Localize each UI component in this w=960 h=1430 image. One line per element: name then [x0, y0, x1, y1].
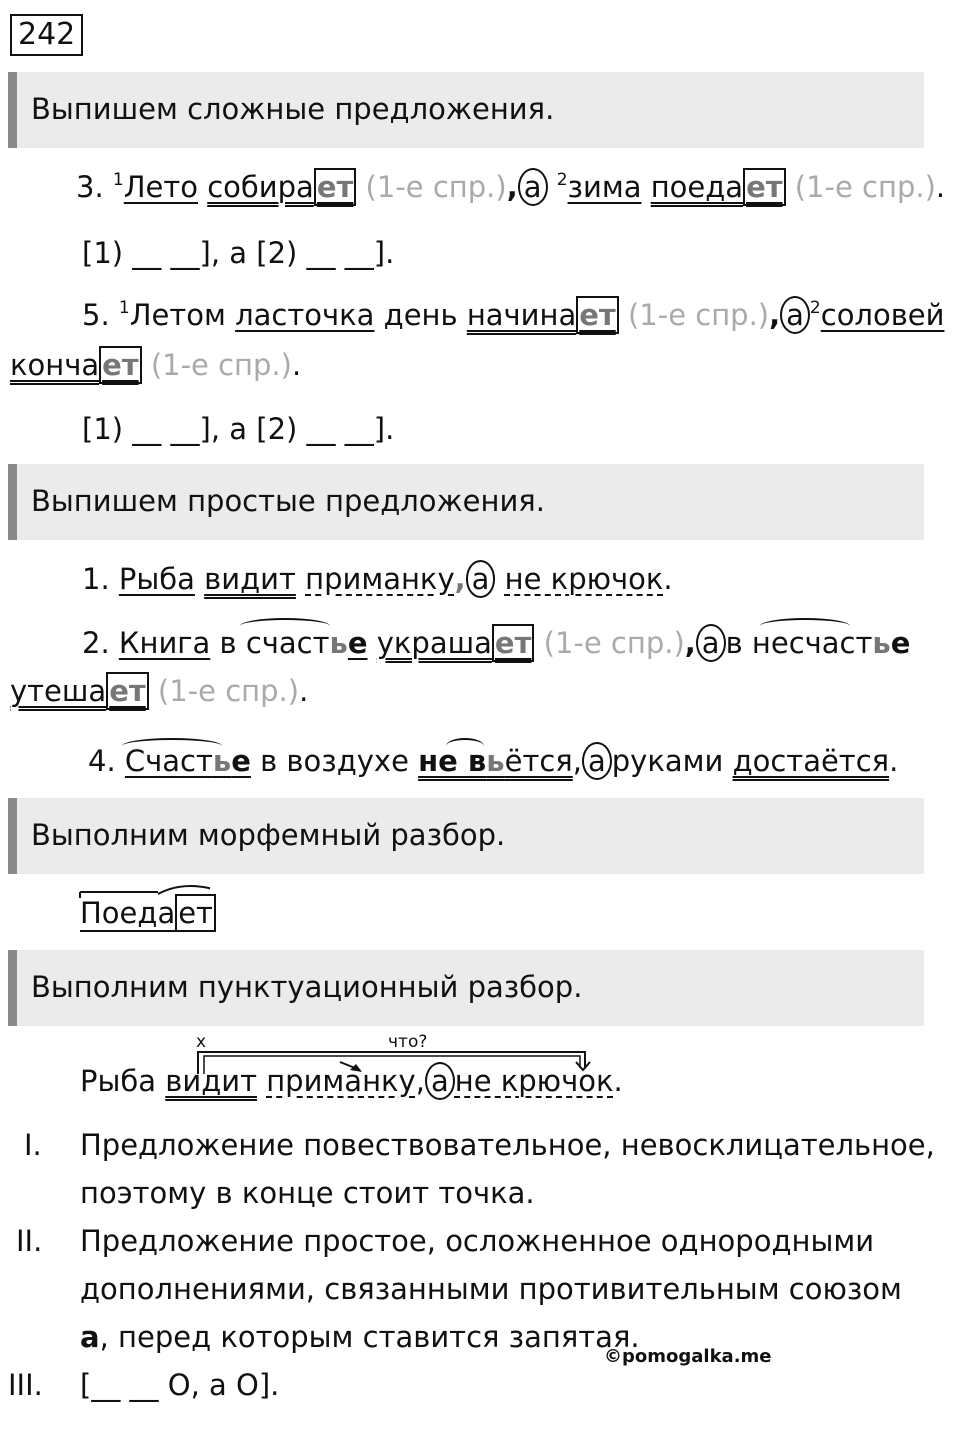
- section-title: Выпишем сложные предложения.: [31, 92, 555, 126]
- period: .: [663, 562, 673, 596]
- complex-sentence-5-line2: [10, 348, 301, 382]
- ending-box: ет: [99, 346, 141, 384]
- period: .: [613, 1064, 623, 1098]
- word: в воздухе: [260, 744, 409, 778]
- predicate: видит: [165, 1064, 257, 1098]
- period: .: [299, 674, 309, 708]
- comma: ,: [769, 298, 781, 332]
- item-text: дополнениями, связанными противительным союзом: [80, 1272, 902, 1306]
- conjugation-note: (1-е спр.): [365, 170, 507, 204]
- comma: ,: [415, 1064, 425, 1098]
- label-question: что?: [388, 1032, 428, 1052]
- object: не крючок: [454, 1064, 614, 1098]
- word: день: [383, 298, 458, 332]
- conjunction-circled: а: [582, 742, 612, 780]
- conjunction-circled: а: [518, 168, 548, 206]
- subject: Счастье: [124, 744, 251, 778]
- scheme-5: [1) __ __], а [2) __ __].: [82, 412, 395, 446]
- conjunction-circled: а: [466, 560, 496, 598]
- clause-index: 1: [112, 170, 124, 190]
- section-title: Выполним пунктуационный разбор.: [31, 970, 583, 1004]
- predicate: начина ет: [467, 296, 619, 334]
- item-text: Предложение повествовательное, невосклицательное,: [80, 1128, 935, 1162]
- subject: соловей: [820, 298, 945, 332]
- comma: ,: [506, 170, 518, 204]
- word: в: [725, 626, 743, 660]
- clause-index: 2: [809, 298, 821, 318]
- word: в: [219, 626, 237, 660]
- subject: Лето: [123, 170, 199, 204]
- period: .: [935, 170, 946, 204]
- section-header-morpheme: [8, 798, 924, 874]
- item-text: поэтому в конце стоит точка.: [80, 1176, 535, 1210]
- root-arc: [446, 738, 484, 754]
- clause-index: 1: [118, 298, 130, 318]
- root-arc: [240, 618, 330, 634]
- scheme-3: [1) __ __], а [2) __ __].: [82, 236, 395, 270]
- simple-sentence-2-line2: [10, 674, 308, 708]
- complex-sentence-3: [76, 170, 945, 204]
- item-number: III.: [8, 1368, 43, 1402]
- period: .: [889, 744, 899, 778]
- subject: ласточка: [235, 298, 375, 332]
- clause-index: 2: [556, 170, 568, 190]
- label-x: х: [196, 1032, 207, 1052]
- simple-sentence-1: [82, 562, 673, 596]
- root-arc: [760, 618, 850, 634]
- word: руками: [611, 744, 724, 778]
- ending-box: ет: [106, 672, 148, 710]
- conjunction-circled: а: [696, 624, 726, 662]
- subject-word: Рыба: [80, 1064, 157, 1098]
- copyright: ©pomogalka.me: [604, 1346, 772, 1367]
- comma: ,: [454, 562, 466, 596]
- predicate: конча ет: [10, 346, 142, 384]
- root-arc: [122, 738, 222, 754]
- section-title: Выполним морфемный разбор.: [31, 818, 506, 852]
- sentence-number: 3.: [76, 170, 104, 204]
- comma: ,: [572, 744, 582, 778]
- predicate: поеда ет: [651, 168, 786, 206]
- subject: Рыба: [118, 562, 195, 596]
- conjugation-note: (1-е спр.): [150, 348, 292, 382]
- ending-box: ет: [743, 168, 785, 206]
- word-with-soft-sign: несчастье: [751, 626, 911, 660]
- ending-box: ет: [576, 296, 618, 334]
- complex-sentence-5-line1: [82, 298, 945, 332]
- task-number: 242: [10, 14, 83, 56]
- conjugation-note: (1-е спр.): [157, 674, 300, 708]
- item-text: , перед которым ставится запятая.: [99, 1320, 640, 1354]
- object: приманку: [305, 562, 455, 596]
- object: не крючок: [504, 562, 664, 596]
- subject: зима: [567, 170, 642, 204]
- stem: Поеда: [80, 896, 176, 930]
- subject: Книга: [118, 626, 211, 660]
- sentence-number: 2.: [82, 626, 110, 660]
- section-header-punct: [8, 950, 924, 1026]
- section-title: Выпишем простые предложения.: [31, 484, 545, 518]
- sentence-number: 4.: [88, 744, 116, 778]
- section-header-simple: [8, 464, 924, 540]
- ending-box: ет: [175, 894, 216, 932]
- conjunction-circled: а: [780, 296, 810, 334]
- predicate: не вьётся: [418, 744, 573, 778]
- conjunction-bold: а: [80, 1320, 100, 1354]
- conjugation-note: (1-е спр.): [794, 170, 936, 204]
- section-header-complex: [8, 72, 924, 148]
- ending-box: ет: [314, 168, 356, 206]
- morpheme-marks: [78, 882, 210, 902]
- comma: ,: [684, 626, 696, 660]
- period: .: [291, 348, 302, 382]
- conjugation-note: (1-е спр.): [543, 626, 685, 660]
- punct-sentence: [80, 1064, 623, 1098]
- conjugation-note: (1-е спр.): [627, 298, 770, 332]
- item-scheme: [__ __ О, а О].: [80, 1368, 280, 1402]
- word-with-soft-sign: счастье: [245, 626, 368, 660]
- ending-box: ет: [492, 624, 534, 662]
- predicate: утеша ет: [10, 672, 149, 710]
- item-text: Предложение простое, осложненное однородными: [80, 1224, 875, 1258]
- item-number: II.: [16, 1224, 43, 1258]
- item-text-line3: [80, 1320, 640, 1354]
- predicate: собира ет: [207, 168, 356, 206]
- predicate: видит: [204, 562, 296, 596]
- sentence-number: 1.: [82, 562, 110, 596]
- conjunction-circled: а: [425, 1062, 455, 1100]
- predicate: достаётся: [732, 744, 890, 778]
- predicate: украша ет: [377, 624, 535, 662]
- object: приманку: [266, 1064, 416, 1098]
- item-number: I.: [24, 1128, 42, 1162]
- sentence-number: 5.: [82, 298, 110, 332]
- word: Летом: [129, 298, 226, 332]
